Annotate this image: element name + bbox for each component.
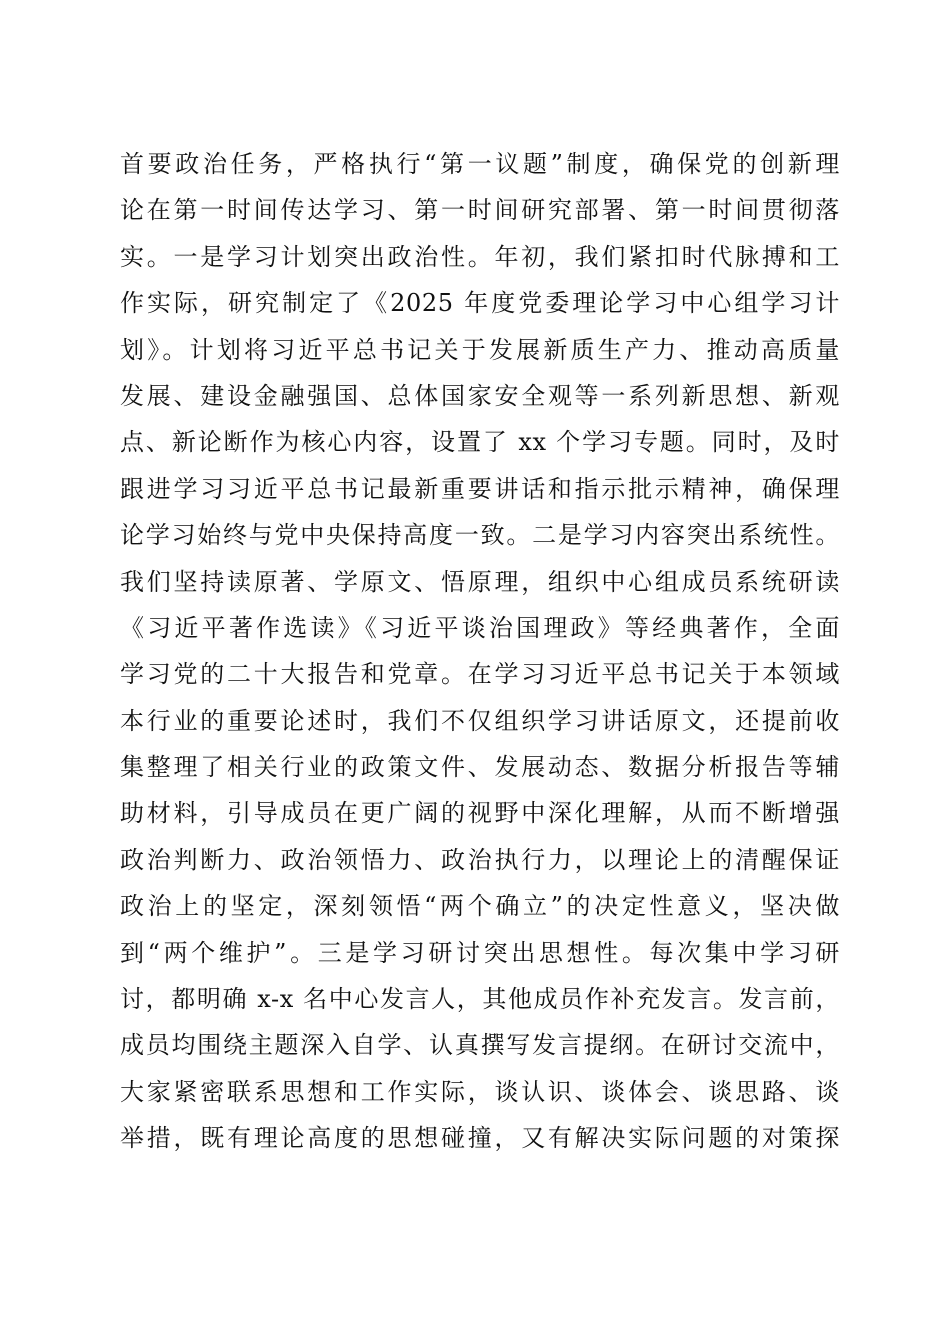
text-line: 论学习始终与党中央保持高度一致。二是学习内容突出系统性。	[120, 521, 840, 550]
text-line: 我们坚持读原著、学原文、悟原理，组织中心组成员系统研读	[120, 567, 840, 596]
text-line: 举措，既有理论高度的思想碰撞，又有解决实际问题的对策探	[120, 1124, 840, 1153]
text-line: 《习近平著作选读》《习近平谈治国理政》等经典著作，全面	[120, 613, 840, 642]
text-line: 实。一是学习计划突出政治性。年初，我们紧扣时代脉搏和工	[120, 242, 840, 271]
text-line: 讨，都明确 x-x 名中心发言人，其他成员作补充发言。发言前，	[120, 985, 840, 1014]
text-line: 跟进学习习近平总书记最新重要讲话和指示批示精神，确保理	[120, 474, 840, 503]
text-line: 点、新论断作为核心内容，设置了 xx 个学习专题。同时，及时	[120, 428, 840, 457]
text-line: 本行业的重要论述时，我们不仅组织学习讲话原文，还提前收	[120, 706, 840, 735]
text-line: 助材料，引导成员在更广阔的视野中深化理解，从而不断增强	[120, 799, 840, 828]
text-line: 大家紧密联系思想和工作实际，谈认识、谈体会、谈思路、谈	[120, 1077, 840, 1106]
text-line: 到“两个维护”。三是学习研讨突出思想性。每次集中学习研	[120, 938, 840, 967]
text-line: 首要政治任务，严格执行“第一议题”制度，确保党的创新理	[120, 150, 840, 178]
text-line: 发展、建设金融强国、总体国家安全观等一系列新思想、新观	[120, 381, 840, 410]
text-line: 成员均围绕主题深入自学、认真撰写发言提纲。在研讨交流中，	[120, 1031, 840, 1060]
text-line: 学习党的二十大报告和党章。在学习习近平总书记关于本领域	[120, 660, 840, 689]
text-line: 划》。计划将习近平总书记关于发展新质生产力、推动高质量	[120, 335, 840, 364]
text-line: 作实际，研究制定了《2025 年度党委理论学习中心组学习计	[120, 289, 840, 318]
body-paragraph	[120, 141, 840, 1162]
text-line: 政治上的坚定，深刻领悟“两个确立”的决定性意义，坚决做	[120, 892, 840, 921]
text-line: 政治判断力、政治领悟力、政治执行力，以理论上的清醒保证	[120, 845, 840, 874]
text-line: 集整理了相关行业的政策文件、发展动态、数据分析报告等辅	[120, 753, 840, 782]
text-line: 论在第一时间传达学习、第一时间研究部署、第一时间贯彻落	[120, 196, 840, 225]
